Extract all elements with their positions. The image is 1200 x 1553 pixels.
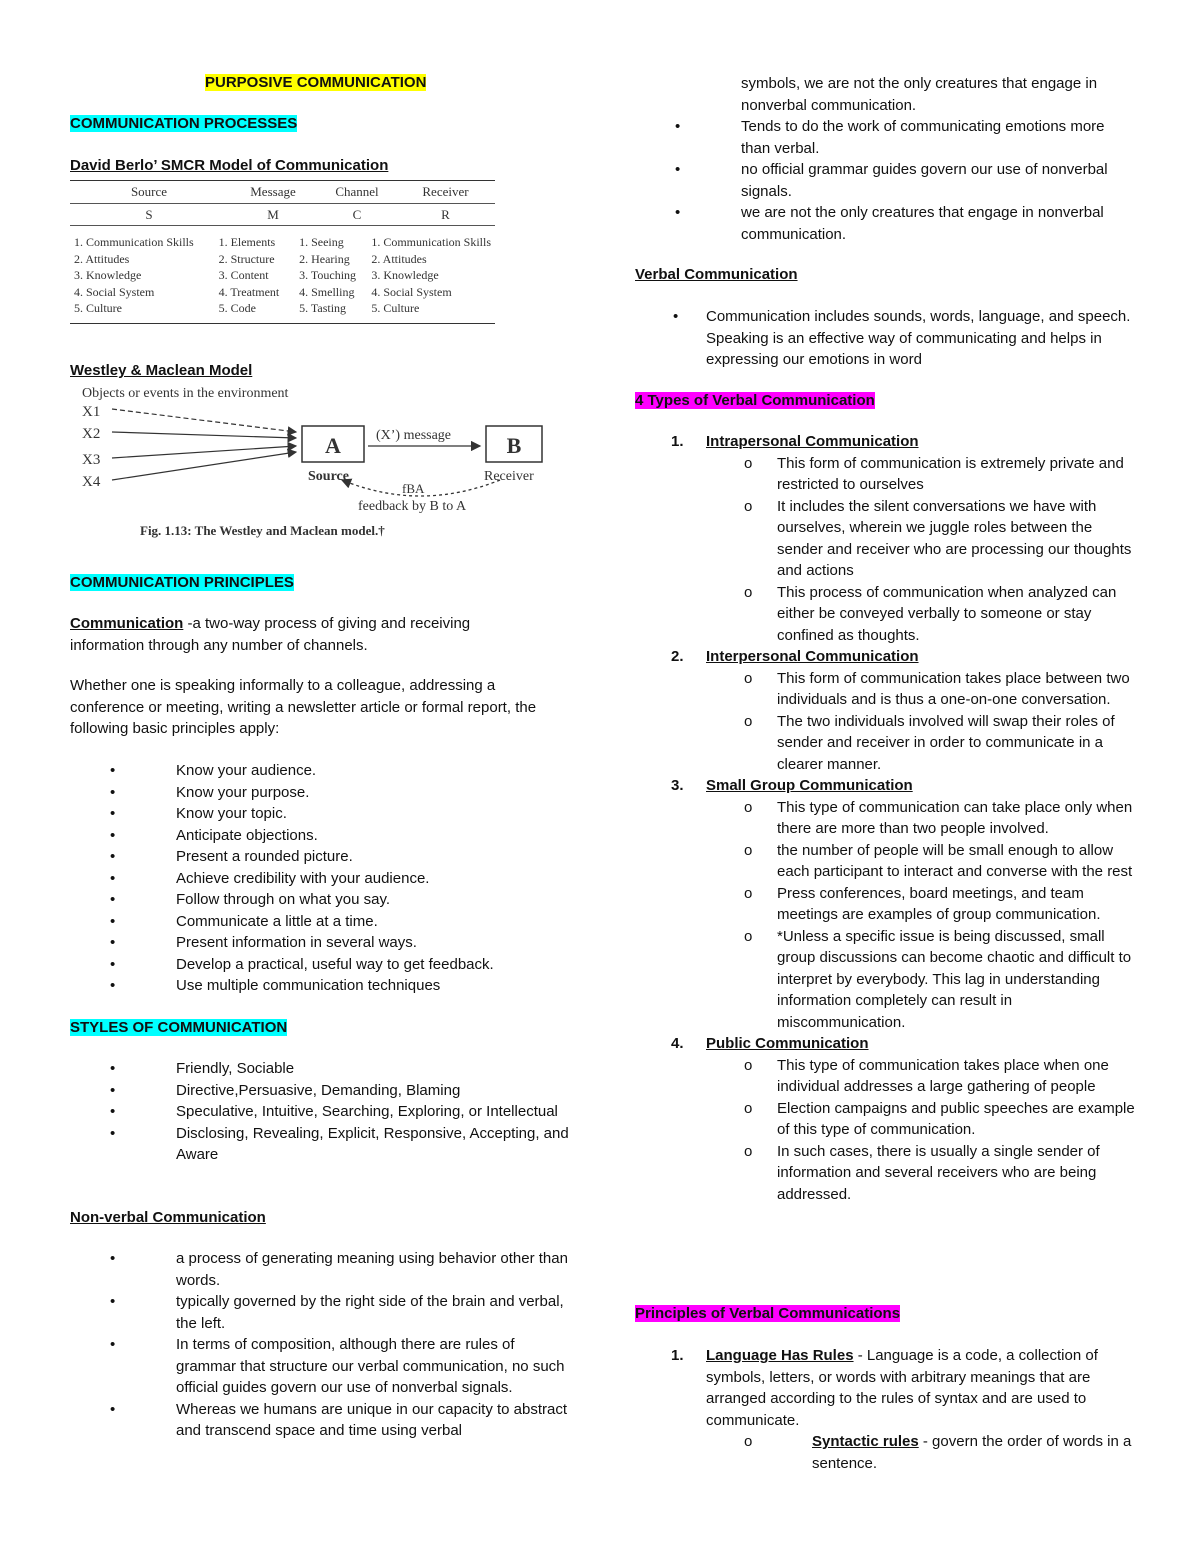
- sub-item: o This process of communication when analyzed can either be conveyed verbally to someone or stay confined as thoughts.: [706, 582, 1135, 647]
- communication-definition: [70, 613, 540, 656]
- table-cell: 1. Elements: [218, 235, 276, 249]
- whether-paragraph: Whether one is speaking informally to a colleague, addressing a conference or meeting, writing a newsletter article or formal report, the following basic principles apply:: [70, 677, 537, 737]
- principles-list: [70, 760, 570, 997]
- table-cell: 1. Communication Skills: [74, 235, 194, 249]
- sub-item: o the number of people will be small enough to allow each participant to interact and converse with the rest: [706, 840, 1135, 883]
- list-item: [635, 431, 1135, 646]
- table-row: [70, 267, 495, 284]
- sub-item: o This form of communication is extremely private and restricted to ourselves: [706, 453, 1135, 496]
- list-item: • Directive,Persuasive, Demanding, Blaming: [70, 1080, 570, 1102]
- table-mid-rule: [70, 203, 495, 204]
- list-item: • Follow through on what you say.: [70, 889, 570, 911]
- list-item: • Know your purpose.: [70, 782, 570, 804]
- sub-list: [706, 1055, 1135, 1206]
- principles-heading: COMMUNICATION PRINCIPLES: [70, 574, 294, 591]
- table-cell: 3. Touching: [299, 268, 357, 282]
- item-number: 2.: [671, 648, 684, 665]
- col-letter: S: [145, 206, 153, 222]
- smcr-table-wrap: [70, 180, 495, 324]
- arrow-x2: [112, 432, 296, 438]
- list-item: • Speculative, Intuitive, Searching, Exploring, or Intellectual: [70, 1101, 570, 1123]
- table-cell: 4. Smelling: [299, 284, 355, 299]
- box-b-label: B: [506, 433, 522, 458]
- source-label: Source: [308, 469, 349, 484]
- sub-list: [706, 797, 1135, 1034]
- sub-item: o *Unless a specific issue is being discussed, small group discussions can become chaotic and difficult to interpret by everybody. This lag in understanding information completely can result in miscommunication.: [706, 926, 1135, 1034]
- table-cell: 1. Seeing: [299, 235, 344, 249]
- message-label: (X’) message: [376, 428, 452, 443]
- env-label: Objects or events in the environment: [82, 386, 289, 401]
- item-number: 1.: [671, 1347, 684, 1364]
- table-cell: 4. Social System: [371, 284, 452, 299]
- berlo-heading: David Berlo’ SMCR Model of Communication: [70, 157, 389, 174]
- list-item: • Achieve credibility with your audience.: [70, 868, 570, 890]
- principle-title: Language Has Rules: [706, 1347, 854, 1364]
- col-letter: R: [441, 206, 450, 222]
- sub-item: o This type of communication can take place only when there are more than two people involved.: [706, 797, 1135, 840]
- sub-list: [706, 668, 1135, 776]
- sub-item: o Election campaigns and public speeches are example of this type of communication.: [706, 1098, 1135, 1141]
- list-item: • Tends to do the work of communicating emotions more than verbal.: [635, 116, 1135, 159]
- sub-text: - govern the order of words in a sentence.: [812, 1433, 1132, 1472]
- x1-label: X1: [82, 404, 101, 420]
- list-item: • we are not the only creatures that engage in nonverbal communication.: [635, 202, 1135, 245]
- col-header: Channel: [335, 184, 379, 199]
- table-header-row: [70, 184, 495, 201]
- table-cell: 4. Social System: [74, 284, 155, 299]
- type-title: Interpersonal Communication: [706, 648, 919, 665]
- nonverbal-heading: Non-verbal Communication: [70, 1209, 266, 1226]
- smcr-letters: [70, 207, 495, 224]
- smcr-body: [70, 234, 495, 317]
- westley-diagram: [80, 382, 534, 540]
- col-header: Receiver: [422, 184, 469, 199]
- continuation-text: symbols, we are not the only creatures that engage in nonverbal communication.: [741, 75, 1098, 114]
- list-item: • Communication includes sounds, words, language, and speech. Speaking is an effective way of communicating and helps in expressing our emotions in word: [635, 306, 1135, 371]
- principle-text: - Language is a code, a collection of symbols, letters, or words with arbitrary meanings that are arranged according to the rules of syntax and are used to communicate.: [706, 1347, 1098, 1429]
- table-cell: 5. Culture: [74, 301, 122, 315]
- list-item: • Friendly, Sociable: [70, 1058, 570, 1080]
- list-item: [635, 1033, 1135, 1205]
- list-item: • In terms of composition, although there are rules of grammar that structure our verbal communication, no such official guides govern our use of nonverbal signals.: [70, 1334, 570, 1399]
- x2-label: X2: [82, 426, 101, 442]
- sub-item: o This type of communication takes place when one individual addresses a large gathering of people: [706, 1055, 1135, 1098]
- list-item: [635, 646, 1135, 775]
- types-list: [635, 431, 1135, 1205]
- list-item: • Know your audience.: [70, 760, 570, 782]
- sub-list: [706, 453, 1135, 647]
- table-cell: 3. Knowledge: [74, 268, 142, 282]
- sub-item: o It includes the silent conversations we have with ourselves, wherein we juggle roles between the sender and receiver who are processing our thoughts and actions: [706, 496, 1135, 582]
- receiver-label: Receiver: [484, 469, 534, 484]
- item-number: 1.: [671, 433, 684, 450]
- table-cell: 2. Structure: [218, 251, 275, 266]
- table-row: [70, 251, 495, 268]
- type-title: Small Group Communication: [706, 777, 913, 794]
- sub-item: o The two individuals involved will swap their roles of sender and receiver in order to communicate in a clearer manner.: [706, 711, 1135, 776]
- x3-label: X3: [82, 452, 101, 468]
- verbal-list: [635, 306, 1135, 371]
- communication-term: Communication: [70, 615, 184, 632]
- list-item: • a process of generating meaning using behavior other than words.: [70, 1248, 570, 1291]
- list-item: • Develop a practical, useful way to get feedback.: [70, 954, 570, 976]
- westley-heading: Westley & Maclean Model: [70, 362, 253, 379]
- nonverbal-list: [70, 1248, 570, 1442]
- table-cell: 5. Culture: [371, 301, 420, 315]
- list-item: • Communicate a little at a time.: [70, 911, 570, 933]
- sub-title: Syntactic rules: [812, 1433, 919, 1450]
- item-number: 3.: [671, 777, 684, 794]
- smcr-table: [70, 184, 495, 201]
- sub-item: o This form of communication takes place between two individuals and is thus a one-on-one conversation.: [706, 668, 1135, 711]
- col-letter: M: [267, 206, 279, 222]
- verbal-principles-list: [635, 1345, 1135, 1474]
- table-row: [70, 284, 495, 301]
- list-item: • Disclosing, Revealing, Explicit, Responsive, Accepting, and Aware: [70, 1123, 570, 1166]
- list-item: • Present a rounded picture.: [70, 846, 570, 868]
- col-header: Message: [250, 184, 296, 199]
- type-title: Public Communication: [706, 1035, 869, 1052]
- col-header: Source: [130, 184, 168, 199]
- table-letter-row: [70, 207, 495, 224]
- verbal-heading: Verbal Communication: [635, 266, 798, 283]
- table-cell: 1. Communication Skills: [371, 235, 491, 249]
- list-item: • Know your topic.: [70, 803, 570, 825]
- sub-item: o Press conferences, board meetings, and team meetings are examples of group communication.: [706, 883, 1135, 926]
- table-cell: 3. Knowledge: [371, 268, 439, 282]
- list-item: • no official grammar guides govern our use of nonverbal signals.: [635, 159, 1135, 202]
- table-mid-rule: [70, 225, 495, 226]
- item-number: 4.: [671, 1035, 684, 1052]
- col-letter: C: [352, 206, 362, 222]
- list-item: [635, 775, 1135, 1033]
- table-row: [70, 234, 495, 251]
- styles-list: [70, 1058, 570, 1166]
- verbal-principles-heading: Principles of Verbal Communications: [635, 1305, 901, 1322]
- table-cell: 5. Tasting: [299, 301, 347, 315]
- feedback-label: feedback by B to A: [358, 499, 467, 514]
- x4-label: X4: [82, 474, 101, 490]
- table-cell: 3. Content: [218, 268, 269, 282]
- page-title: PURPOSIVE COMMUNICATION: [205, 74, 427, 91]
- table-top-rule: [70, 180, 495, 181]
- fba-label: fBA: [402, 481, 425, 496]
- figure-caption: Fig. 1.13: The Westley and Maclean model.†: [140, 523, 385, 538]
- list-item: [635, 1345, 1135, 1474]
- list-item: • Use multiple communication techniques: [70, 975, 570, 997]
- type-title: Intrapersonal Communication: [706, 433, 919, 450]
- sub-item: [706, 1431, 1135, 1474]
- communication-def: -a two-way process of giving and receiving information through any number of channels.: [70, 615, 471, 654]
- sub-item: o In such cases, there is usually a single sender of information and several receivers who are being addressed.: [706, 1141, 1135, 1206]
- nonverbal-continued-list: [635, 116, 1135, 245]
- table-bottom-rule: [70, 323, 495, 324]
- arrow-x1: [112, 409, 296, 432]
- list-item: • typically governed by the right side of the brain and verbal, the left.: [70, 1291, 570, 1334]
- processes-heading: COMMUNICATION PROCESSES: [70, 115, 298, 132]
- sub-list: [706, 1431, 1135, 1474]
- types-heading: 4 Types of Verbal Communication: [635, 392, 875, 409]
- list-item: • Present information in several ways.: [70, 932, 570, 954]
- list-item: • Whereas we humans are unique in our capacity to abstract and transcend space and time using verbal: [70, 1399, 570, 1442]
- table-cell: 4. Treatment: [218, 284, 280, 299]
- table-cell: 2. Hearing: [299, 251, 350, 266]
- styles-heading: STYLES OF COMMUNICATION: [70, 1019, 288, 1036]
- table-cell: 2. Attitudes: [74, 251, 130, 266]
- table-cell: 2. Attitudes: [371, 251, 427, 266]
- table-cell: 5. Code: [218, 301, 256, 315]
- table-row: [70, 300, 495, 317]
- box-a-label: A: [325, 433, 341, 458]
- list-item: • Anticipate objections.: [70, 825, 570, 847]
